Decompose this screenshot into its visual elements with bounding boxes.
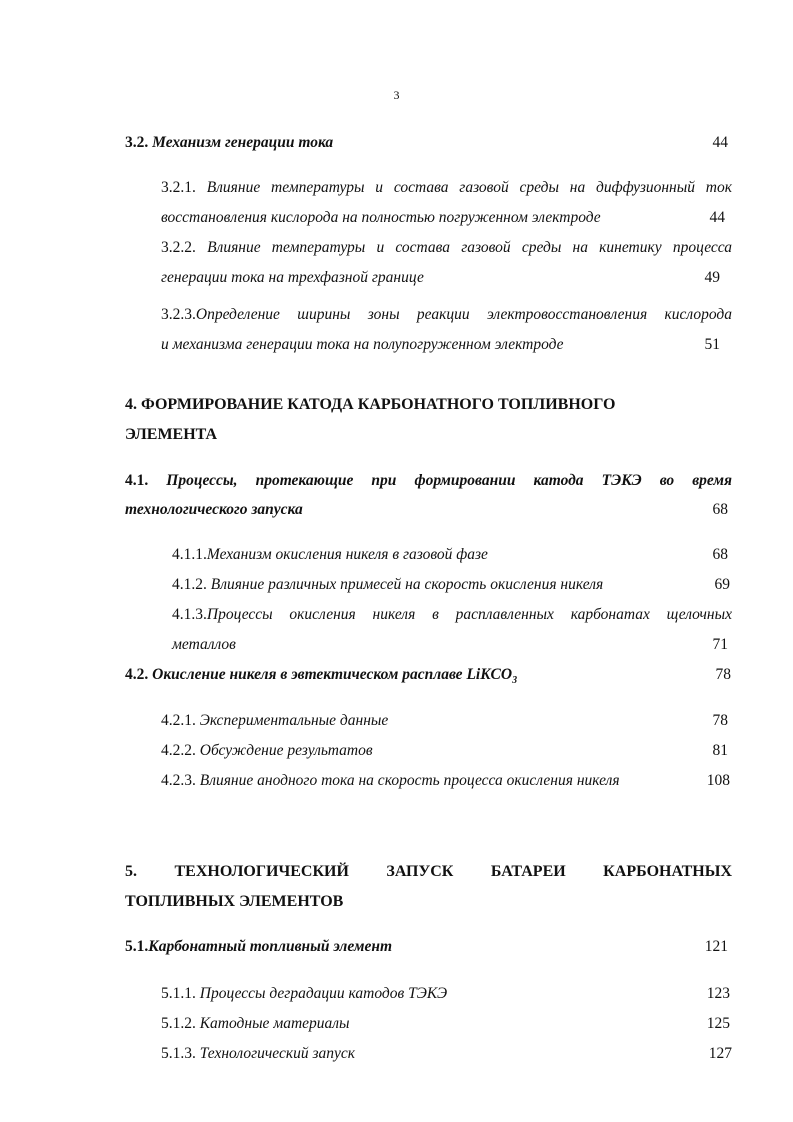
toc-page: 78 (715, 666, 731, 683)
toc-number: 4.1. (125, 472, 149, 489)
toc-entry-4-2-3[interactable] (161, 771, 620, 791)
toc-title: Влияние анодного тока на скорость процесса окисления никеля (199, 772, 620, 789)
toc-title: Окисление никеля в эвтектическом расплаве LiKCO$_3$ (152, 666, 518, 687)
toc-entry-4-1-1[interactable] (172, 545, 488, 565)
toc-entry-5-1-1[interactable] (161, 984, 447, 1004)
toc-entry-5-1-3[interactable] (161, 1044, 355, 1064)
toc-number: 4.2.3. (161, 772, 196, 789)
toc-page: 49 (704, 269, 720, 286)
toc-title: Обсуждение результатов (199, 742, 373, 759)
toc-title: Процессы деградации катодов ТЭКЭ (199, 985, 448, 1002)
toc-page: 69 (714, 576, 730, 593)
toc-title: Механизм генерации тока (152, 134, 334, 151)
toc-number: 3.2.3. (161, 306, 196, 323)
toc-title-line1: Определение ширины зоны реакции электровосстановления кислорода (195, 306, 732, 323)
toc-title-line2: металлов (172, 636, 236, 653)
toc-title-line1: Влияние температуры и состава газовой среды на кинетику процесса (207, 239, 733, 256)
toc-title-line1: Влияние температуры и состава газовой среды на диффузионный ток (206, 179, 733, 196)
toc-page: 68 (712, 546, 728, 563)
toc-page: 108 (706, 772, 730, 789)
toc-number: 3.2. (125, 134, 149, 151)
toc-page: 123 (706, 985, 730, 1002)
toc-page: 68 (712, 501, 728, 518)
toc-title: Технологический запуск (199, 1045, 356, 1062)
page-number: 3 (393, 88, 400, 102)
toc-title-line2: восстановления кислорода на полностью погруженном электроде (161, 209, 601, 226)
toc-page: 44 (712, 134, 728, 151)
toc-page: 121 (704, 938, 728, 955)
toc-title-line2: технологического запуска (125, 501, 303, 518)
toc-title-line1: Процессы, протекающие при формировании катода ТЭКЭ во время (166, 472, 732, 489)
toc-number: 5.1.1. (161, 985, 196, 1002)
toc-number: 5.1.2. (161, 1015, 196, 1032)
toc-page: 127 (708, 1045, 732, 1062)
toc-entry-4-1-2[interactable] (172, 575, 603, 595)
toc-title: Катодные материалы (199, 1015, 350, 1032)
toc-title-line1: Процессы окисления никеля в расплавленных карбонатах щелочных (206, 606, 732, 623)
toc-entry-4-2[interactable] (125, 665, 517, 691)
toc-entry-4-2-2[interactable] (161, 741, 373, 761)
toc-number: 5.1.3. (161, 1045, 196, 1062)
toc-page: 44 (709, 209, 725, 226)
toc-page: 81 (712, 742, 728, 759)
toc-number: 4.1.2. (172, 576, 207, 593)
toc-number: 3.2.1. (161, 179, 196, 196)
toc-page: 78 (712, 712, 728, 729)
toc-page: 51 (704, 336, 720, 353)
toc-page: 71 (712, 636, 728, 653)
chapter-5-heading[interactable]: 5. ТЕХНОЛОГИЧЕСКИЙ ЗАПУСК БАТАРЕИ КАРБОНАТНЫХ (125, 863, 732, 880)
toc-number: 4.2.2. (161, 742, 196, 759)
toc-title: Карбонатный топливный элемент (148, 938, 393, 955)
chapter-4-heading[interactable]: 4. ФОРМИРОВАНИЕ КАТОДА КАРБОНАТНОГО ТОПЛИВНОГО (125, 396, 616, 413)
toc-entry-3-2-2[interactable] (161, 238, 732, 258)
chapter-4-heading-line2: ЭЛЕМЕНТА (125, 426, 218, 443)
toc-number: 5.1. (125, 938, 149, 955)
toc-entry-3-2-1[interactable] (161, 178, 732, 198)
toc-entry-3-2-3[interactable] (161, 305, 732, 325)
toc-number: 4.2.1. (161, 712, 196, 729)
toc-title-line2: генерации тока на трехфазной границе (161, 269, 424, 286)
toc-title: Влияние различных примесей на скорость окисления никеля (210, 576, 604, 593)
toc-number: 4.2. (125, 666, 149, 683)
toc-entry-4-1-3[interactable] (172, 605, 732, 625)
toc-entry-5-1[interactable] (125, 937, 392, 957)
toc-page: 125 (706, 1015, 730, 1032)
toc-entry-5-1-2[interactable] (161, 1014, 350, 1034)
toc-title: Экспериментальные данные (199, 712, 389, 729)
toc-number: 3.2.2. (161, 239, 196, 256)
toc-entry-4-2-1[interactable] (161, 711, 388, 731)
toc-entry-4-1[interactable] (125, 471, 732, 491)
chapter-5-heading-line2: ТОПЛИВНЫХ ЭЛЕМЕНТОВ (125, 893, 344, 910)
toc-number: 4.1.1. (172, 546, 207, 563)
toc-entry-3-2[interactable] (125, 133, 333, 153)
toc-title: Механизм окисления никеля в газовой фазе (206, 546, 488, 563)
toc-number: 4.1.3. (172, 606, 207, 623)
toc-title-line2: и механизма генерации тока на полупогруженном электроде (161, 336, 564, 353)
